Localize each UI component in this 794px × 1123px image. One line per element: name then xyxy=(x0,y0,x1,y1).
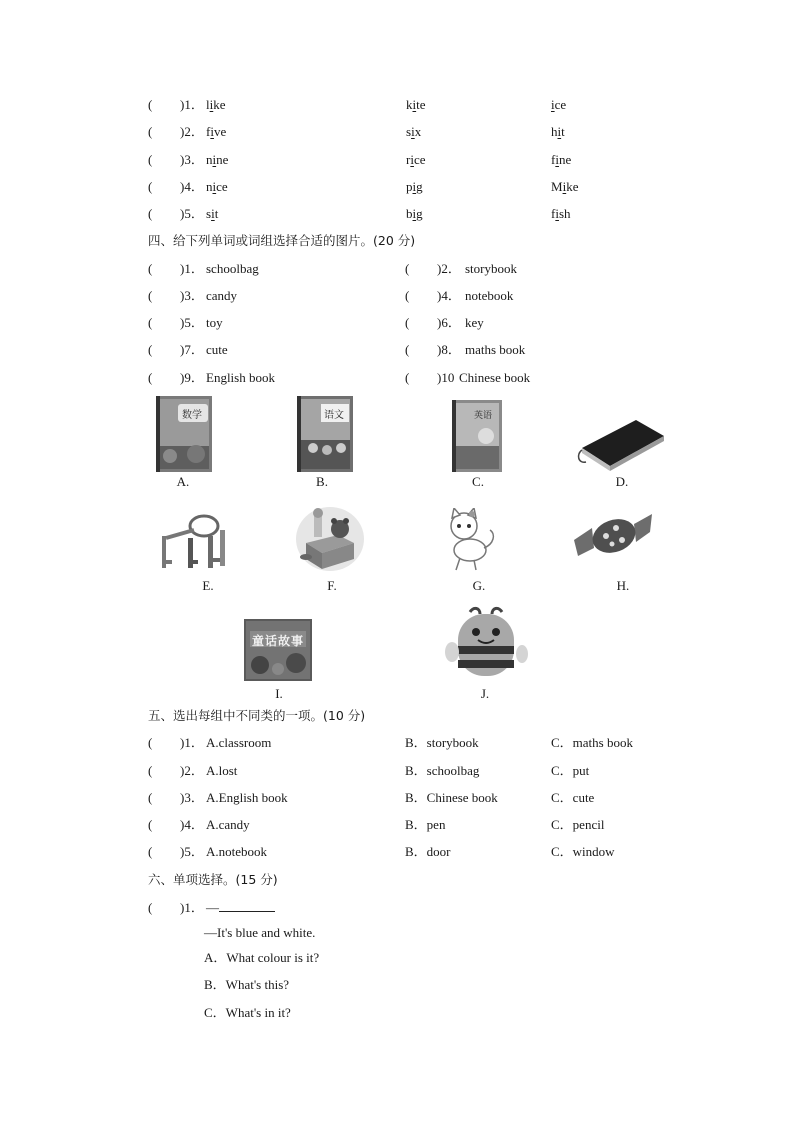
answer-paren[interactable]: ( xyxy=(148,370,153,385)
item-number: )3． xyxy=(180,790,204,805)
answer-paren[interactable]: ( xyxy=(405,261,410,276)
word-c: fish xyxy=(551,206,571,221)
phonics-row xyxy=(148,123,648,141)
option-c: C．What's in it? xyxy=(204,1005,291,1020)
item-word: notebook xyxy=(465,288,514,303)
answer-paren[interactable]: ( xyxy=(148,900,153,915)
choice-row xyxy=(148,843,668,861)
option-a: A.notebook xyxy=(206,844,268,859)
cover-title: 数学 xyxy=(182,410,202,421)
picture-label: F. xyxy=(327,578,337,593)
cute-cat-icon xyxy=(440,508,498,572)
word-b: big xyxy=(406,206,423,221)
option-c: C．cute xyxy=(551,790,595,805)
option-c: C．pencil xyxy=(551,817,605,832)
word-b: six xyxy=(406,124,422,139)
answer-paren[interactable]: ( xyxy=(148,735,153,750)
picture-label: G. xyxy=(472,578,486,593)
answer-paren[interactable]: ( xyxy=(148,763,153,778)
item-number: )1． xyxy=(180,900,204,915)
option-a: A.candy xyxy=(206,817,250,832)
answer-paren[interactable]: ( xyxy=(148,124,153,139)
question-1 xyxy=(148,899,448,917)
picture-label: H. xyxy=(616,578,630,593)
english-book-cover-icon xyxy=(452,400,502,472)
word-a: nine xyxy=(206,152,229,167)
schoolbag-icon xyxy=(444,606,528,682)
item-number: )6． xyxy=(437,315,461,330)
answer-line: —It's blue and white. xyxy=(204,925,316,940)
choice-row xyxy=(148,816,668,834)
question-prompt: — xyxy=(206,899,275,917)
item-word: cute xyxy=(206,342,228,357)
option-c: C．maths book xyxy=(551,735,633,750)
answer-paren[interactable]: ( xyxy=(148,179,153,194)
word-a: five xyxy=(206,124,227,139)
phonics-row xyxy=(148,96,648,114)
item-number: )4． xyxy=(437,288,461,303)
word-c: hit xyxy=(551,124,565,139)
item-number: )5． xyxy=(180,206,204,221)
item-number: )4． xyxy=(180,817,204,832)
item-word: maths book xyxy=(465,342,526,357)
item-number: )9． xyxy=(180,370,204,385)
toy-box-icon xyxy=(296,505,364,571)
item-word: storybook xyxy=(465,261,517,276)
word-b: kite xyxy=(406,97,426,112)
answer-paren[interactable]: ( xyxy=(148,288,153,303)
option-b: B．What's this? xyxy=(204,977,290,992)
option-b: B．Chinese book xyxy=(405,790,498,805)
item-word: key xyxy=(465,315,484,330)
cover-title: 童话故事 xyxy=(252,634,305,648)
word-b: pig xyxy=(406,179,423,194)
option-c: C．window xyxy=(551,844,615,859)
word-c: Mike xyxy=(551,179,579,194)
picture-label: E. xyxy=(202,578,214,593)
item-number: )3． xyxy=(180,152,204,167)
item-number: )2． xyxy=(180,763,204,778)
item-number: )1． xyxy=(180,261,204,276)
option-a: A.lost xyxy=(206,763,238,778)
answer-paren[interactable]: ( xyxy=(405,370,410,385)
cover-title: 英语 xyxy=(474,411,493,421)
answer-blank[interactable] xyxy=(219,899,275,912)
option-b: B．door xyxy=(405,844,451,859)
phonics-row xyxy=(148,178,648,196)
option-b: B．storybook xyxy=(405,735,479,750)
section6-title: 六、单项选择。(15 分) xyxy=(148,872,278,887)
item-word: toy xyxy=(206,315,223,330)
answer-paren[interactable]: ( xyxy=(148,97,153,112)
answer-paren[interactable]: ( xyxy=(405,342,410,357)
word-c: ice xyxy=(551,97,567,112)
option-a: A.classroom xyxy=(206,735,272,750)
word-a: nice xyxy=(206,179,228,194)
phonics-row xyxy=(148,205,648,223)
item-number: )10 xyxy=(437,370,455,385)
candy-icon xyxy=(572,506,654,562)
picture-label: J. xyxy=(480,686,490,701)
word-a: like xyxy=(206,97,226,112)
item-word: English book xyxy=(206,370,275,385)
storybook-cover-icon xyxy=(244,619,312,681)
picture-label: B. xyxy=(316,474,328,489)
section5-title: 五、选出每组中不同类的一项。(10 分) xyxy=(148,708,366,723)
answer-paren[interactable]: ( xyxy=(148,261,153,276)
answer-paren[interactable]: ( xyxy=(405,315,410,330)
answer-paren[interactable]: ( xyxy=(148,844,153,859)
item-number: )1． xyxy=(180,735,204,750)
cover-title: 语文 xyxy=(324,410,344,421)
word-c: fine xyxy=(551,152,572,167)
option-a: A．What colour is it? xyxy=(204,950,320,965)
chinese-book-cover-icon xyxy=(297,396,353,472)
item-number: )5． xyxy=(180,315,204,330)
item-word: schoolbag xyxy=(206,261,259,276)
choice-row xyxy=(148,762,668,780)
option-b: B．schoolbag xyxy=(405,763,480,778)
phonics-row xyxy=(148,151,648,169)
word-a: sit xyxy=(206,206,219,221)
choice-row xyxy=(148,734,668,752)
answer-paren[interactable]: ( xyxy=(148,206,153,221)
picture-label: D. xyxy=(615,474,629,489)
item-number: )1． xyxy=(180,97,204,112)
item-number: )5． xyxy=(180,844,204,859)
word-b: rice xyxy=(406,152,426,167)
answer-paren[interactable]: ( xyxy=(148,790,153,805)
item-number: )4． xyxy=(180,179,204,194)
answer-paren[interactable]: ( xyxy=(148,315,153,330)
notebook-icon xyxy=(574,418,666,472)
item-number: )8． xyxy=(437,342,461,357)
option-b: B．pen xyxy=(405,817,446,832)
maths-book-cover-icon xyxy=(156,396,212,472)
answer-paren[interactable]: ( xyxy=(148,817,153,832)
picture-label: A. xyxy=(176,474,190,489)
item-word: Chinese book xyxy=(459,370,531,385)
section4-title: 四、给下列单词或词组选择合适的图片。(20 分) xyxy=(148,233,416,248)
answer-paren[interactable]: ( xyxy=(148,342,153,357)
choice-row xyxy=(148,789,668,807)
keys-icon xyxy=(158,512,230,572)
picture-label: I. xyxy=(275,686,283,701)
item-number: )2． xyxy=(437,261,461,276)
answer-paren[interactable]: ( xyxy=(148,152,153,167)
item-number: )2． xyxy=(180,124,204,139)
answer-paren[interactable]: ( xyxy=(405,288,410,303)
item-number: )3． xyxy=(180,288,204,303)
item-word: candy xyxy=(206,288,238,303)
picture-label: C. xyxy=(472,474,484,489)
option-c: C．put xyxy=(551,763,590,778)
option-a: A.English book xyxy=(206,790,288,805)
item-number: )7． xyxy=(180,342,204,357)
